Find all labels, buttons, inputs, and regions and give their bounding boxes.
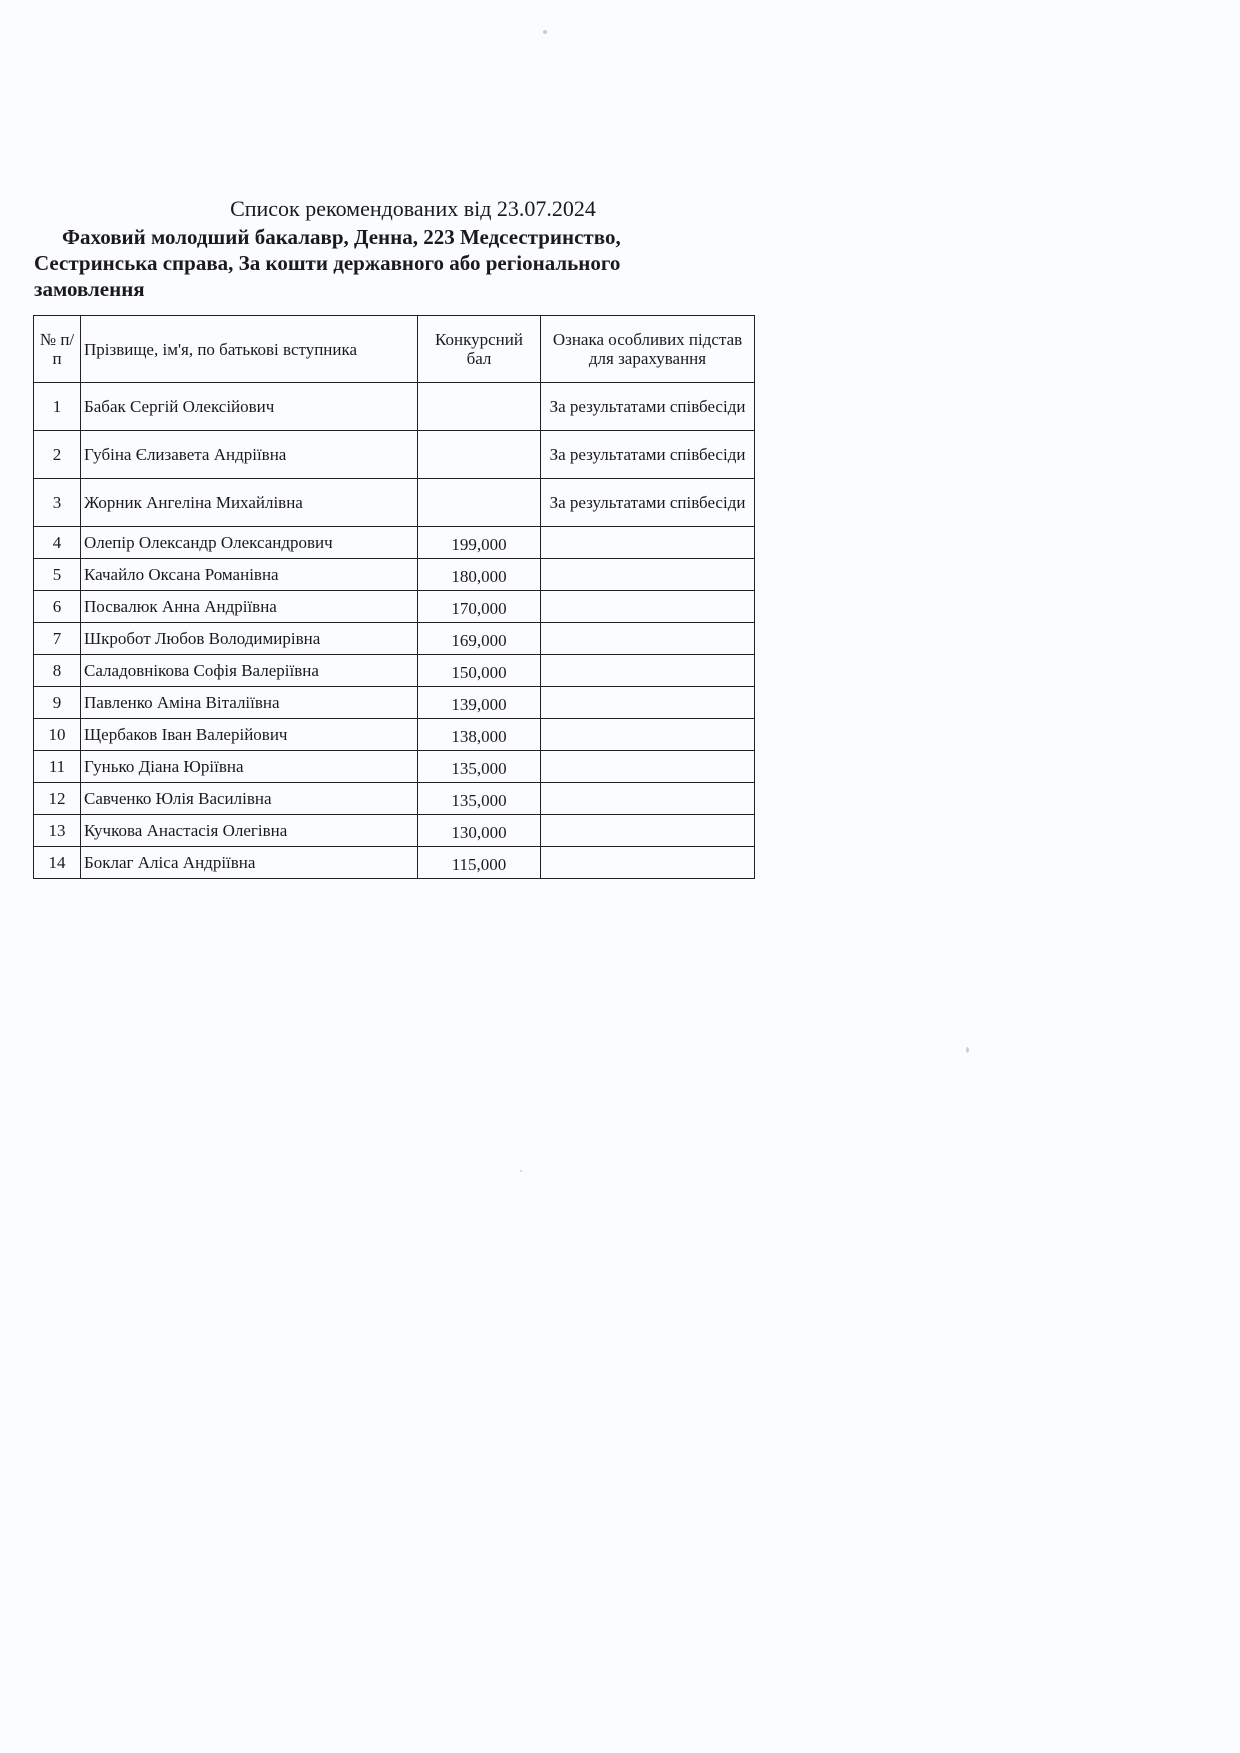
subtitle-line-2: Сестринська справа, За кошти державного або регіонального <box>34 251 621 275</box>
header-name: Прізвище, ім'я, по батькові вступника <box>81 316 418 383</box>
row-num: 3 <box>34 479 81 527</box>
row-num: 8 <box>34 655 81 687</box>
row-score: 135,000 <box>418 751 541 783</box>
document-header <box>34 196 762 302</box>
row-name: Бабак Сергій Олексійович <box>81 383 418 431</box>
table-row <box>34 687 755 719</box>
row-note <box>541 591 755 623</box>
row-name: Посвалюк Анна Андріївна <box>81 591 418 623</box>
subtitle-line-1: Фаховий молодший бакалавр, Денна, 223 Медсестринство, <box>62 225 621 249</box>
row-num: 7 <box>34 623 81 655</box>
table-row <box>34 783 755 815</box>
row-name: Жорник Ангеліна Михайлівна <box>81 479 418 527</box>
header-score: Конкурсний бал <box>418 316 541 383</box>
row-num: 4 <box>34 527 81 559</box>
scan-speck <box>520 1170 522 1172</box>
header-num: № п/п <box>34 316 81 383</box>
row-note <box>541 655 755 687</box>
row-name: Савченко Юлія Василівна <box>81 783 418 815</box>
row-note <box>541 783 755 815</box>
table-row <box>34 847 755 879</box>
row-name: Олепір Олександр Олександрович <box>81 527 418 559</box>
row-note: За результатами співбесіди <box>541 431 755 479</box>
row-score: 199,000 <box>418 527 541 559</box>
row-num: 9 <box>34 687 81 719</box>
subtitle-line-3: замовлення <box>34 277 145 301</box>
row-note: За результатами співбесіди <box>541 383 755 431</box>
row-score: 138,000 <box>418 719 541 751</box>
row-score <box>418 383 541 431</box>
row-name: Боклаг Аліса Андріївна <box>81 847 418 879</box>
row-num: 5 <box>34 559 81 591</box>
row-note: За результатами співбесіди <box>541 479 755 527</box>
row-num: 6 <box>34 591 81 623</box>
row-name: Гунько Діана Юріївна <box>81 751 418 783</box>
scan-speck <box>543 30 547 34</box>
row-name: Кучкова Анастасія Олегівна <box>81 815 418 847</box>
row-score: 139,000 <box>418 687 541 719</box>
row-name: Шкробот Любов Володимирівна <box>81 623 418 655</box>
row-name: Саладовнікова Софія Валеріївна <box>81 655 418 687</box>
row-score <box>418 479 541 527</box>
row-num: 14 <box>34 847 81 879</box>
row-num: 2 <box>34 431 81 479</box>
table-row <box>34 751 755 783</box>
recommended-list-table <box>33 315 755 879</box>
row-num: 11 <box>34 751 81 783</box>
row-note <box>541 687 755 719</box>
row-num: 10 <box>34 719 81 751</box>
row-score: 150,000 <box>418 655 541 687</box>
row-note <box>541 527 755 559</box>
table-row <box>34 623 755 655</box>
document-subtitle <box>34 224 762 302</box>
row-name: Щербаков Іван Валерійович <box>81 719 418 751</box>
row-num: 1 <box>34 383 81 431</box>
row-name: Павленко Аміна Віталіївна <box>81 687 418 719</box>
table-row <box>34 815 755 847</box>
row-note <box>541 815 755 847</box>
document-title: Список рекомендованих від 23.07.2024 <box>230 196 596 221</box>
table-header-row <box>34 316 755 383</box>
row-num: 13 <box>34 815 81 847</box>
row-name: Губіна Єлизавета Андріївна <box>81 431 418 479</box>
scan-speck <box>966 1047 969 1053</box>
row-name: Качайло Оксана Романівна <box>81 559 418 591</box>
table-row <box>34 383 755 431</box>
table-row <box>34 655 755 687</box>
row-num: 12 <box>34 783 81 815</box>
row-score: 115,000 <box>418 847 541 879</box>
row-score: 169,000 <box>418 623 541 655</box>
table-row <box>34 591 755 623</box>
row-score: 130,000 <box>418 815 541 847</box>
row-note <box>541 623 755 655</box>
row-note <box>541 847 755 879</box>
table-row <box>34 431 755 479</box>
header-note: Ознака особливих підстав для зарахування <box>541 316 755 383</box>
row-score <box>418 431 541 479</box>
table-row <box>34 559 755 591</box>
row-note <box>541 751 755 783</box>
table-row <box>34 719 755 751</box>
row-note <box>541 719 755 751</box>
table-row <box>34 527 755 559</box>
row-note <box>541 559 755 591</box>
row-score: 170,000 <box>418 591 541 623</box>
row-score: 135,000 <box>418 783 541 815</box>
row-score: 180,000 <box>418 559 541 591</box>
table-row <box>34 479 755 527</box>
